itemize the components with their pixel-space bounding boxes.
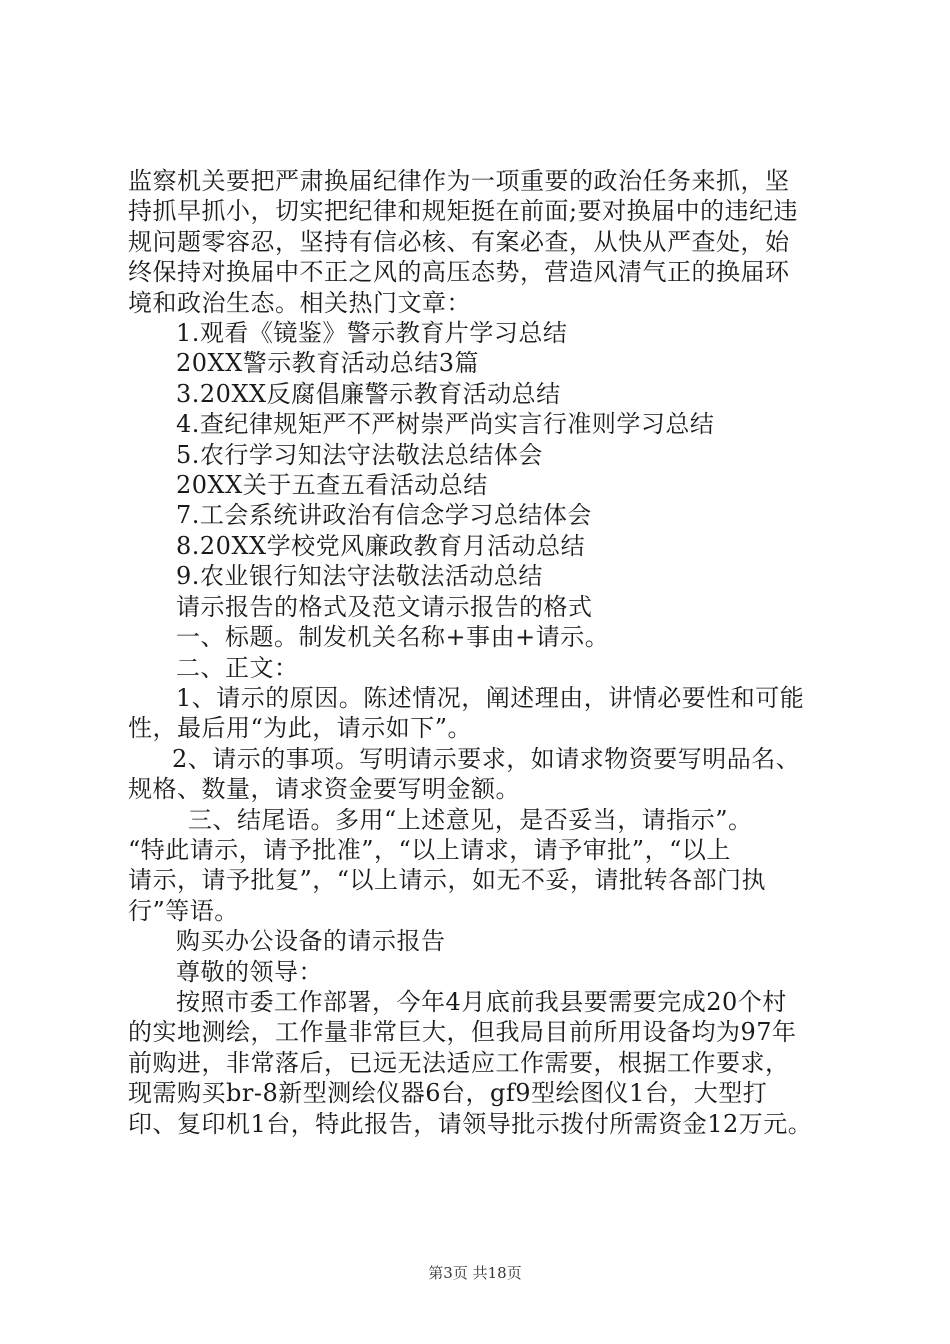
related-article-item: 1.观看《镜鉴》警示教育片学习总结: [176, 319, 568, 348]
related-article-item: 20XX关于五查五看活动总结: [176, 471, 488, 500]
related-article-item: 8.20XX学校党风廉政教育月活动总结: [176, 531, 586, 560]
related-article-item: 7.工会系统讲政治有信念学习总结体会: [176, 501, 592, 530]
paragraph-line: 的实地测绘，工作量非常巨大，但我局目前所用设备均为97年: [128, 1018, 797, 1047]
paragraph-line: 现需购买br-8新型测绘仪器6台，gf9型绘图仪1台，大型打: [128, 1079, 768, 1108]
related-article-item: 20XX警示教育活动总结3篇: [176, 349, 479, 378]
paragraph-line: 持抓早抓小，切实把纪律和规矩挺在前面;要对换届中的违纪违: [128, 197, 799, 226]
page-number: 第3页 共18页: [428, 1264, 522, 1282]
paragraph-line: 规格、数量，请求资金要写明金额。: [128, 775, 520, 804]
related-article-item: 3.20XX反腐倡廉警示教育活动总结: [176, 379, 561, 408]
page-footer: [0, 1262, 950, 1283]
paragraph-line: 规问题零容忍，坚持有信必核、有案必查，从快从严查处，始: [128, 227, 790, 256]
related-article-item: 4.查纪律规矩严不严树崇严尚实言行准则学习总结: [176, 410, 715, 439]
paragraph-line: 一、标题。制发机关名称+事由+请示。: [176, 623, 610, 652]
document-body: [128, 166, 840, 1139]
paragraph-line: 终保持对换届中不正之风的高压态势，营造风清气正的换届环: [128, 258, 790, 287]
section-heading: 购买办公设备的请示报告: [176, 927, 446, 956]
paragraph-line: 1、请示的原因。陈述情况，阐述理由，讲情必要性和可能: [176, 683, 805, 712]
paragraph-line: 前购进，非常落后，已远无法适应工作需要，根据工作要求，: [128, 1048, 790, 1077]
related-article-item: 9.农业银行知法守法敬法活动总结: [176, 562, 543, 591]
paragraph-line: 请示，请予批复”，“以上请示，如无不妥，请批转各部门执: [128, 866, 767, 895]
salutation: 尊敬的领导：: [176, 957, 323, 986]
section-heading: 请示报告的格式及范文请示报告的格式: [176, 592, 593, 621]
paragraph-line: 性，最后用“为此，请示如下”。: [128, 714, 473, 743]
paragraph-line: 2、请示的事项。写明请示要求，如请求物资要写明品名、: [172, 744, 801, 773]
related-article-item: 5.农行学习知法守法敬法总结体会: [176, 440, 543, 469]
paragraph-line: “特此请示，请予批准”，“以上请求，请予审批”，“以上: [128, 835, 731, 864]
paragraph-line: 行”等语。: [128, 896, 239, 925]
paragraph-line: 印、复印机1台，特此报告，请领导批示拨付所需资金12万元。: [128, 1109, 813, 1138]
paragraph-line: 监察机关要把严肃换届纪律作为一项重要的政治任务来抓，坚: [128, 167, 790, 195]
paragraph-line: 境和政治生态。相关热门文章：: [128, 288, 471, 317]
paragraph-line: 按照市委工作部署，今年4月底前我县要需要完成20个村: [176, 987, 787, 1016]
paragraph-line: 三、结尾语。多用“上述意见，是否妥当，请指示”。: [188, 805, 753, 834]
paragraph-line: 二、正文：: [176, 653, 299, 682]
